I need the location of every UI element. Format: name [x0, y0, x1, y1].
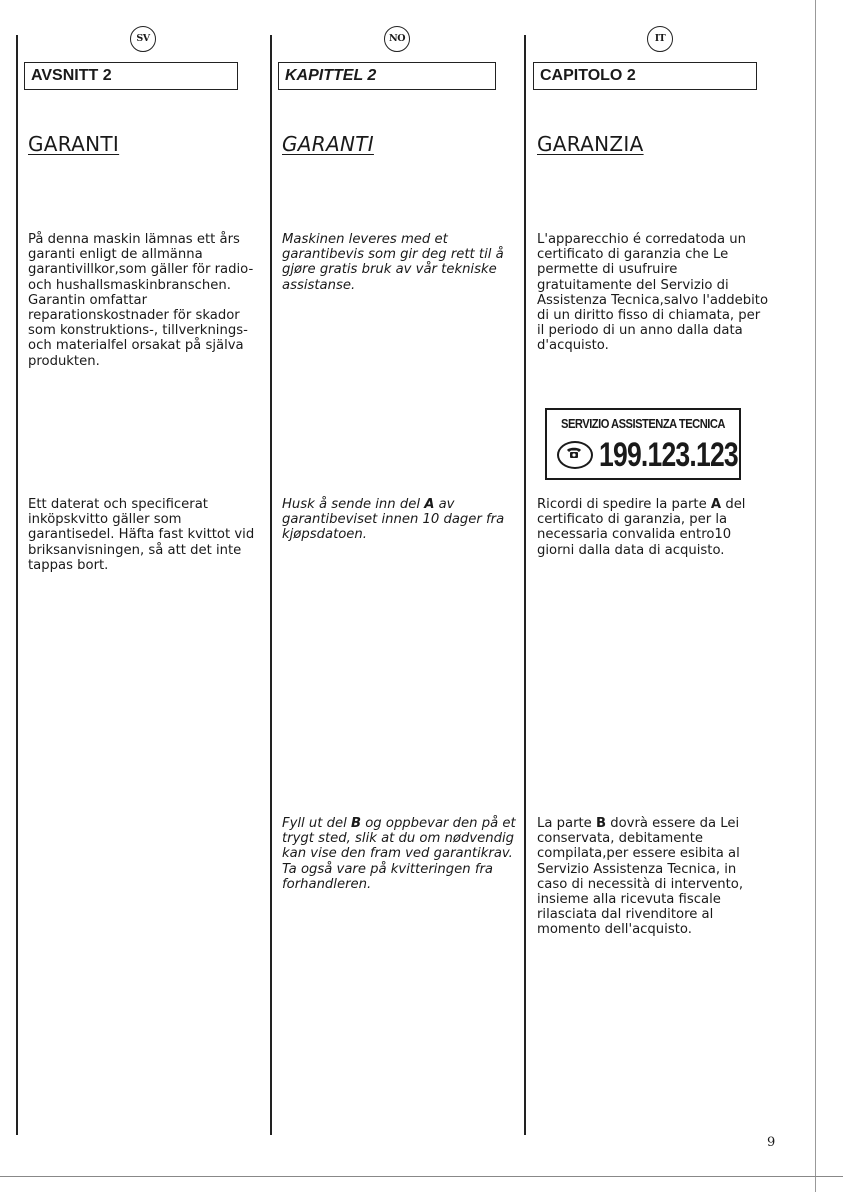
section-heading: GARANZIA [537, 132, 644, 156]
section-heading: GARANTI [28, 132, 120, 156]
part-letter: B [350, 816, 362, 831]
column-divider-right [524, 35, 526, 1135]
text-run: dovrà essere da Lei conservata, debitamente compilata,per essere esibita al Servizio Assistenza Tecnica, in caso di necessità di intervento, insieme alla ricevuta fiscale rilasciata dal rivenditore al momento dell'acquisto. [537, 816, 744, 938]
text-run: Fyll ut del [282, 816, 351, 831]
text-run: Husk å sende inn del [282, 497, 425, 512]
chapter-box: AVSNITT 2 [24, 62, 238, 90]
text-run: Ricordi di spedire la parte [537, 497, 711, 512]
column-divider-left [16, 35, 18, 1135]
language-badge-no: NO [384, 26, 410, 52]
paragraph-part-a [537, 497, 769, 558]
column-divider-middle [270, 35, 272, 1135]
language-badge-it: IT [647, 26, 673, 52]
chapter-box: KAPITTEL 2 [278, 62, 496, 90]
service-phone-number: 199.123.123 [599, 435, 738, 474]
paragraph-part-b [537, 816, 769, 938]
page-number: 9 [767, 1135, 776, 1150]
text-run: av garantibeviset innen 10 dager fra kjøpsdatoen. [282, 497, 505, 543]
part-letter: A [424, 497, 435, 512]
service-title: SERVIZIO ASSISTENZA TECNICA [561, 416, 725, 431]
paragraph-receipt: Ett daterat och specificerat inköpskvitto gäller som garantisedel. Häfta fast kvittot vid briksanvisningen, så att det inte tappas bort. [28, 497, 255, 573]
paragraph-warranty: L'apparecchio é corredatoda un certificato di garanzia che Le permette di usufruire gratuitamente del Servizio di Assistenza Tecnica,salvo l'addebito di un diritto fisso di chiamata, per il periodo di un anno dalla data d'acquisto. [537, 232, 769, 354]
chapter-box: CAPITOLO 2 [533, 62, 757, 90]
page-edge-line [815, 0, 816, 1192]
text-run: del certificato di garanzia, per la necessaria convalida entro10 giorni dalla data di acquisto. [537, 497, 746, 558]
page-bottom-edge [0, 1176, 843, 1177]
telephone-icon [557, 441, 593, 469]
text-run: La parte [537, 816, 596, 831]
paragraph-part-b [282, 816, 518, 892]
service-assistance-box [545, 408, 741, 480]
text-run: og oppbevar den på et trygt sted, slik at du om nødvendig kan vise den fram ved garantikrav. Ta også vare på kvitteringen fra forhandleren. [282, 816, 516, 892]
paragraph-part-a [282, 497, 518, 543]
part-letter: A [710, 497, 722, 512]
language-badge-sv: SV [130, 26, 156, 52]
part-letter: B [595, 816, 607, 831]
paragraph-warranty: På denna maskin lämnas ett års garanti enligt de allmänna garantivillkor,som gäller för radio- och hushallsmaskinbranschen. Garantin omfattar reparationskostnader för skador som konstruktions-, tillverknings- och materialfel orsakat på själva produkten. [28, 232, 254, 369]
service-phone-row [557, 434, 777, 476]
paragraph-warranty: Maskinen leveres med et garantibevis som gir deg rett til å gjøre gratis bruk av vår tekniske assistanse. [282, 232, 504, 293]
section-heading: GARANTI [282, 132, 374, 156]
